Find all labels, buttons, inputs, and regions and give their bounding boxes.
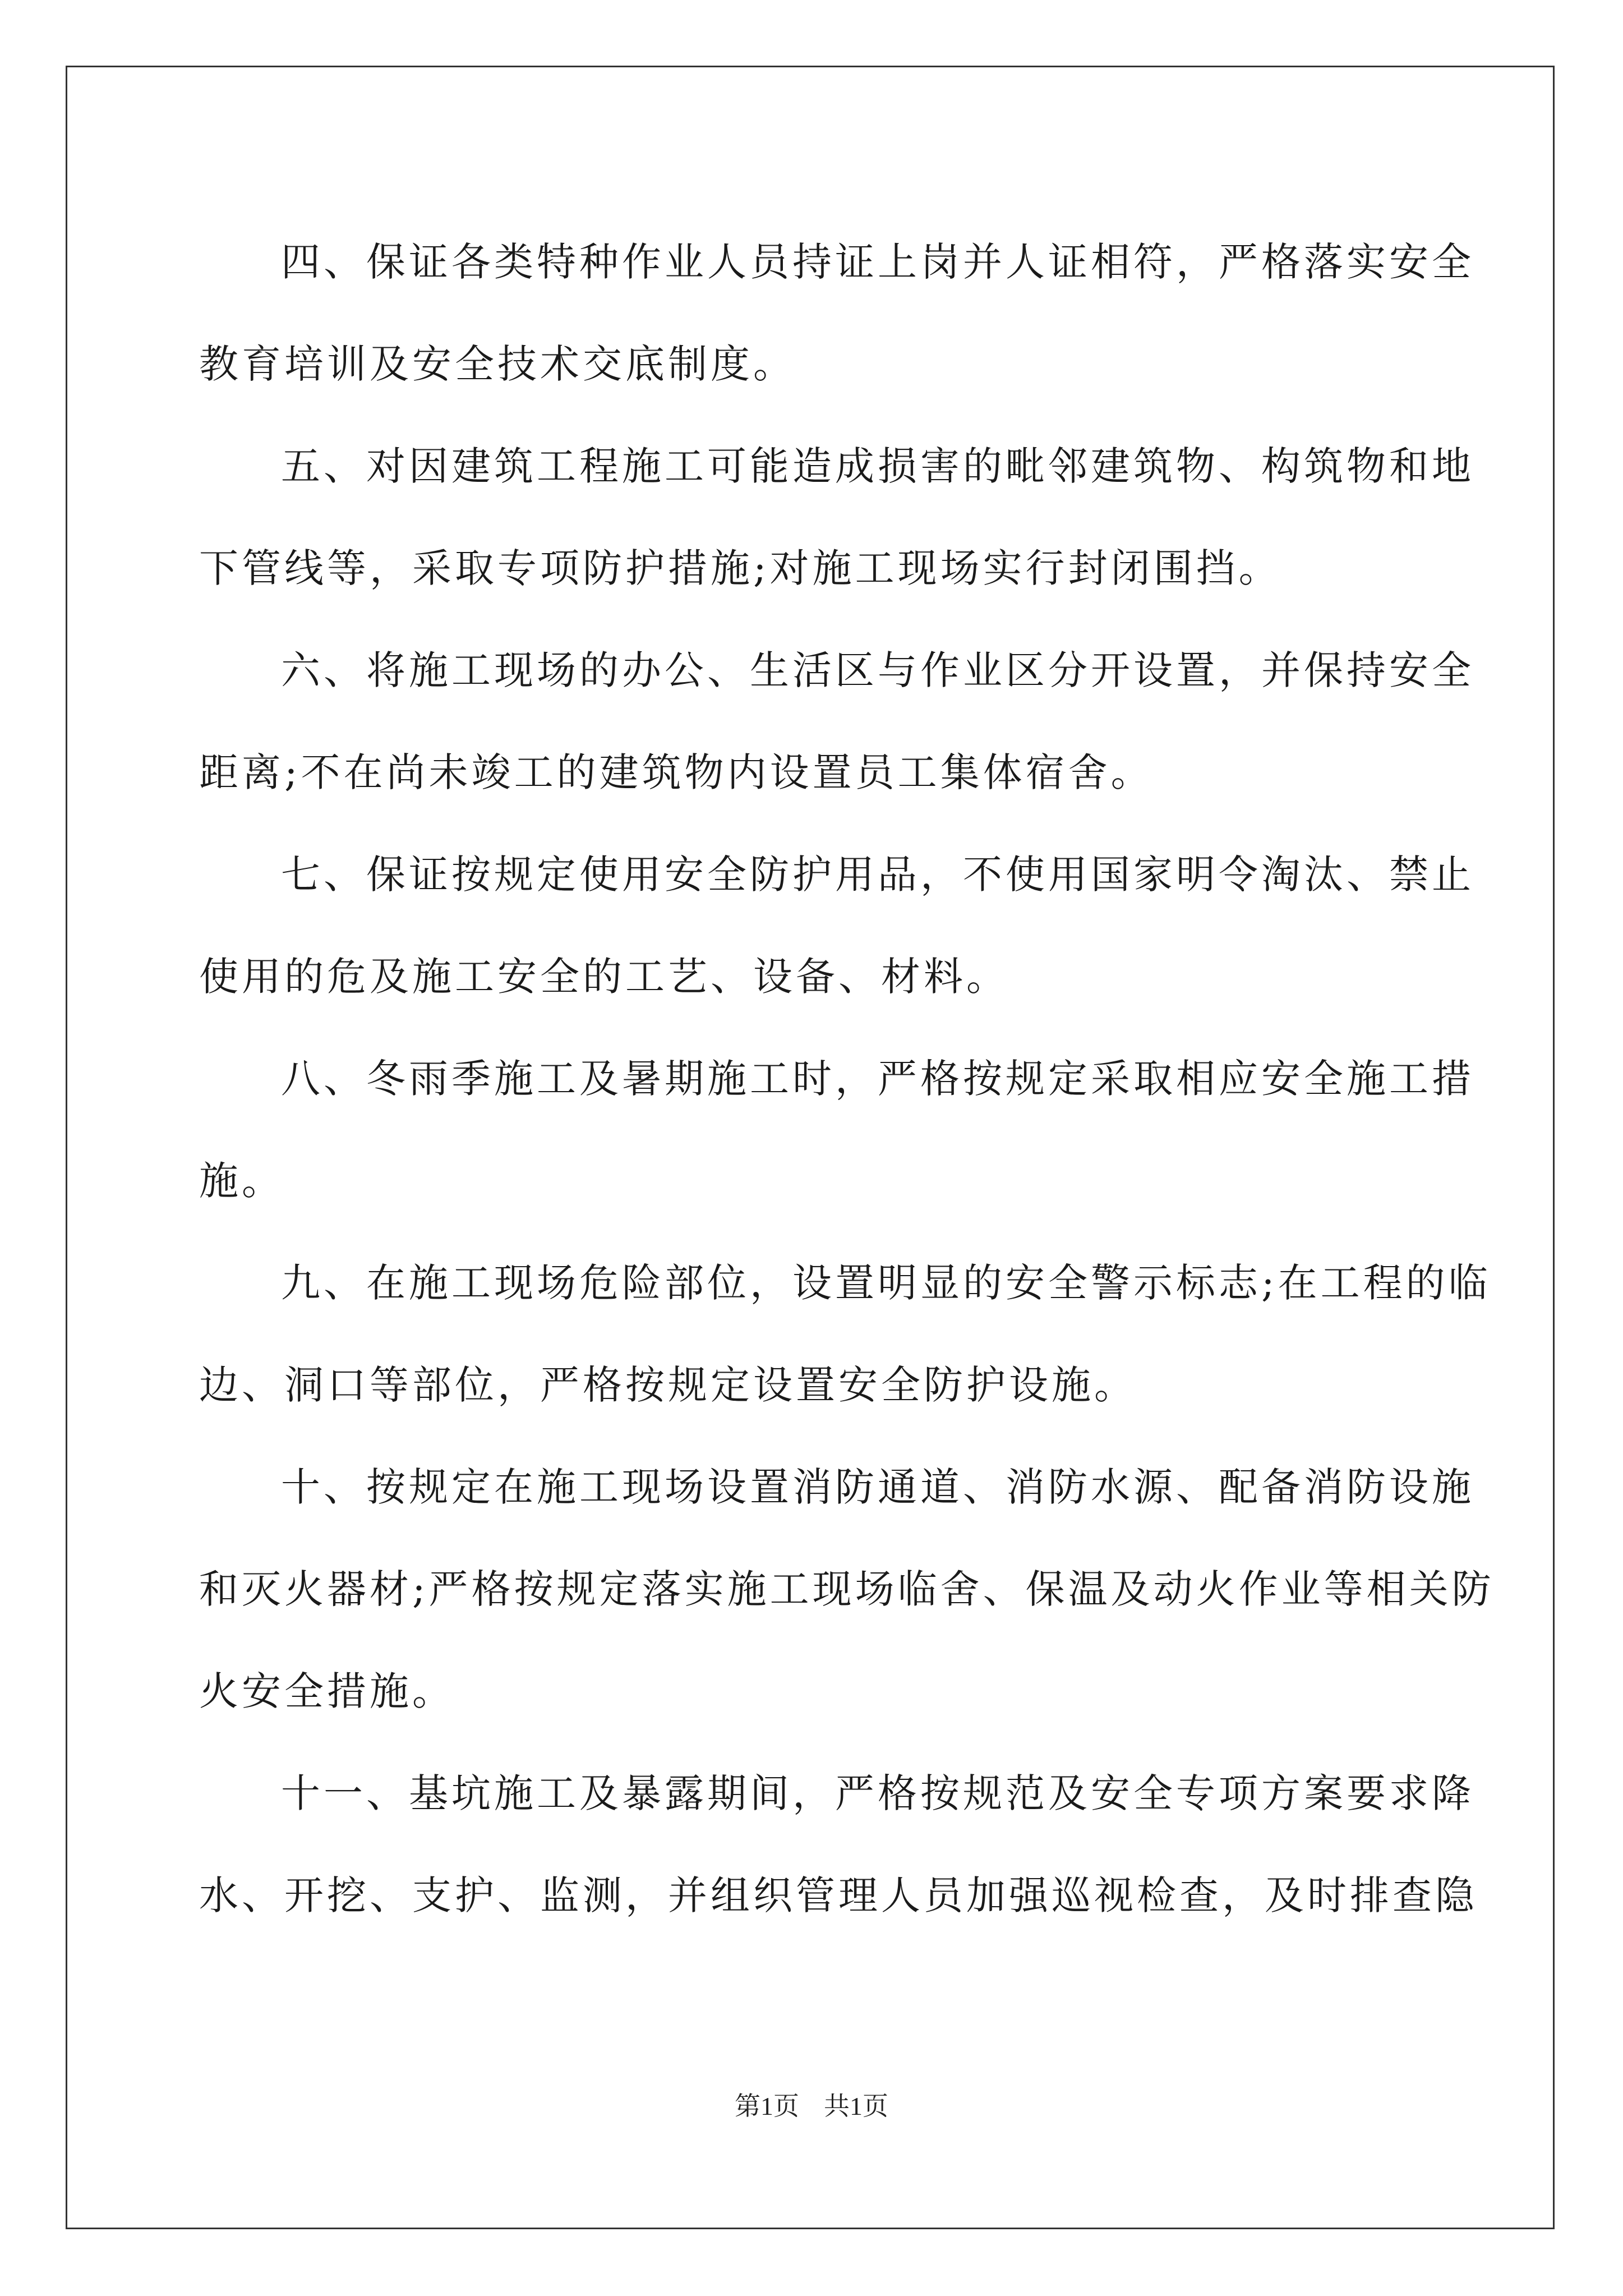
- paragraph-line: 十、按规定在施工现场设置消防通道、消防水源、配备消防设施: [281, 1464, 1474, 1510]
- paragraph-line: 火安全措施。: [199, 1668, 455, 1714]
- paragraph-4: [199, 211, 1474, 415]
- paragraph-line: 四、保证各类特种作业人员持证上岗并人证相符，严格落实安全: [281, 239, 1474, 285]
- paragraph-line: 边、洞口等部位，严格按规定设置安全防护设施。: [199, 1362, 1137, 1408]
- paragraph-line: 七、保证按规定使用安全防护用品，不使用国家明令淘汰、禁止: [281, 852, 1474, 898]
- paragraph-line: 施。: [199, 1158, 284, 1204]
- page-number: 第1页: [735, 2092, 799, 2120]
- paragraph-5: [199, 415, 1474, 619]
- paragraph-line: 使用的危及施工安全的工艺、设备、材料。: [199, 954, 1009, 1000]
- paragraph-line: 十一、基坑施工及暴露期间，严格按规范及安全专项方案要求降: [281, 1770, 1474, 1816]
- paragraph-8: [199, 1028, 1474, 1232]
- paragraph-line: 五、对因建筑工程施工可能造成损害的毗邻建筑物、构筑物和地: [281, 443, 1474, 489]
- paragraph-10: [199, 1436, 1495, 1742]
- paragraph-11: [199, 1742, 1478, 1947]
- paragraph-line: 和灭火器材;严格按规定落实施工现场临舍、保温及动火作业等相关防: [199, 1566, 1495, 1612]
- paragraph-line: 距离;不在尚未竣工的建筑物内设置员工集体宿舍。: [199, 749, 1154, 795]
- paragraph-line: 九、在施工现场危险部位，设置明显的安全警示标志;在工程的临: [281, 1260, 1491, 1306]
- paragraph-line: 八、冬雨季施工及暑期施工时，严格按规定采取相应安全施工措: [281, 1056, 1474, 1102]
- document-body: [199, 211, 1495, 1947]
- paragraph-7: [199, 823, 1474, 1028]
- paragraph-line: 下管线等，采取专项防护措施;对施工现场实行封闭围挡。: [199, 545, 1281, 591]
- paragraph-line: 六、将施工现场的办公、生活区与作业区分开设置，并保持安全: [281, 647, 1474, 693]
- page-footer: [0, 2086, 1623, 2123]
- paragraph-6: [199, 619, 1474, 823]
- paragraph-line: 教育培训及安全技术交底制度。: [199, 341, 796, 387]
- paragraph-line: 水、开挖、支护、监测，并组织管理人员加强巡视检查，及时排查隐: [199, 1872, 1478, 1918]
- page-total: 共1页: [824, 2092, 888, 2120]
- paragraph-9: [199, 1232, 1491, 1436]
